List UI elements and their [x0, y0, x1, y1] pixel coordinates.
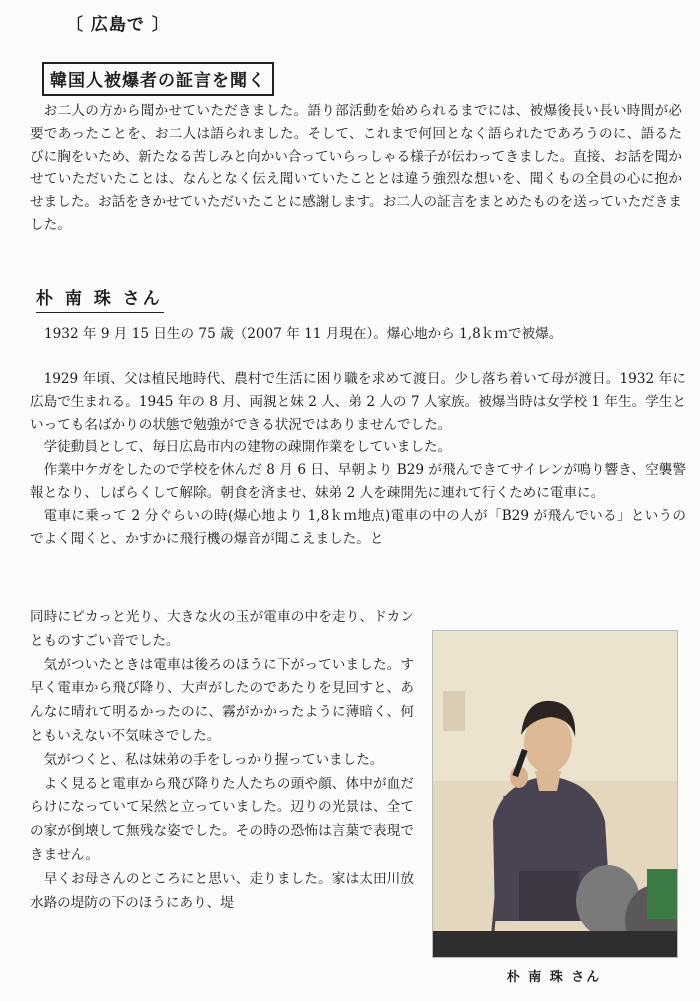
speaker-photo [432, 630, 678, 958]
speaker-photo-illustration [433, 631, 677, 957]
testimony-body-full [30, 368, 686, 550]
testimony-paragraph: よく見ると電車から飛び降りた人たちの頭や顔、体中が血だらけになっていて呆然と立っていました。辺りの光景は、全ての家が倒壊して無残な姿でした。その時の恐怖は言葉で表現できません。 [30, 775, 414, 863]
testimony-paragraph: 同時にピカっと光り、大きな火の玉が電車の中を走り、ドカンとものすごい音でした。 [30, 609, 414, 649]
intro-text: お二人の方から聞かせていただきました。語り部活動を始められるまでには、被爆後長い長い時間が必要であったことを、お二人は語られました。そして、これまで何回となく語られたであろうのに、語るたびに胸をいため、新たなる苦しみと向かい合っていらっしゃる様子が伝わってきました。直接、お話を聞かせていただいたことは、なんとなく伝え聞いていたこととは違う強烈な想いを、聞くもの全員の心に抱かせました。お話をきかせていただいたことに感謝します。お二人の証言をまとめたものを送っていただきました。 [30, 103, 682, 233]
testimony-paragraph: 1929 年頃、父は植民地時代、農村で生活に困り職を求めて渡日。少し落ち着いて母が渡日。1932 年に広島で生まれる。1945 年の 8 月、両親と妹 2 人、弟 2 人の 7 人家族。被爆当時は女学校 1 年生。学生といっても名ばかりの状態で勉強ができる状況ではありませんでした。 [30, 371, 686, 433]
testimony-paragraph: 作業中ケガをしたので学校を休んだ 8 月 6 日、早朝より B29 が飛んできてサイレンが鳴り響き、空襲警報となり、しばらくして解除。朝食を済ませ、妹弟 2 人を疎開先に連れて行くために電車に。 [30, 462, 686, 501]
section-tag: 〔 広島で 〕 [66, 15, 170, 35]
intro-paragraph [30, 100, 682, 237]
testimony-paragraph: 気がついたときは電車は後ろのほうに下がっていました。す早く電車から飛び降り、大声がしたのであたりを見回すと、あんなに晴れて明るかったのに、霧がかかったように薄暗く、何ともいえない不気味さでした。 [30, 656, 414, 744]
testimony-paragraph: 早くお母さんのところにと思い、走りました。家は太田川放水路の堤防の下のほうにあり、堤 [30, 870, 414, 911]
article-title: 韓国人被爆者の証言を聞く [42, 62, 274, 96]
person-name-heading: 朴 南 珠 さん [36, 284, 164, 313]
testimony-paragraph: 学徒動員として、毎日広島市内の建物の疎開作業をしていました。 [43, 439, 452, 456]
testimony-paragraph: 気がつくと、私は妹弟の手をしっかり握っていました。 [43, 751, 384, 768]
testimony-body-column [30, 606, 414, 915]
photo-caption: 朴 南 珠 さん [506, 970, 602, 985]
person-meta-line: 1932 年 9 月 15 日生の 75 歳（2007 年 11 月現在）。爆心地から 1,8ｋｍで被爆。 [44, 326, 563, 342]
testimony-paragraph: 電車に乗って 2 分ぐらいの時(爆心地より 1,8ｋｍ地点)電車の中の人が「B29 が飛んでいる」というのでよく聞くと、かすかに飛行機の爆音が聞こえました。と [30, 507, 686, 547]
